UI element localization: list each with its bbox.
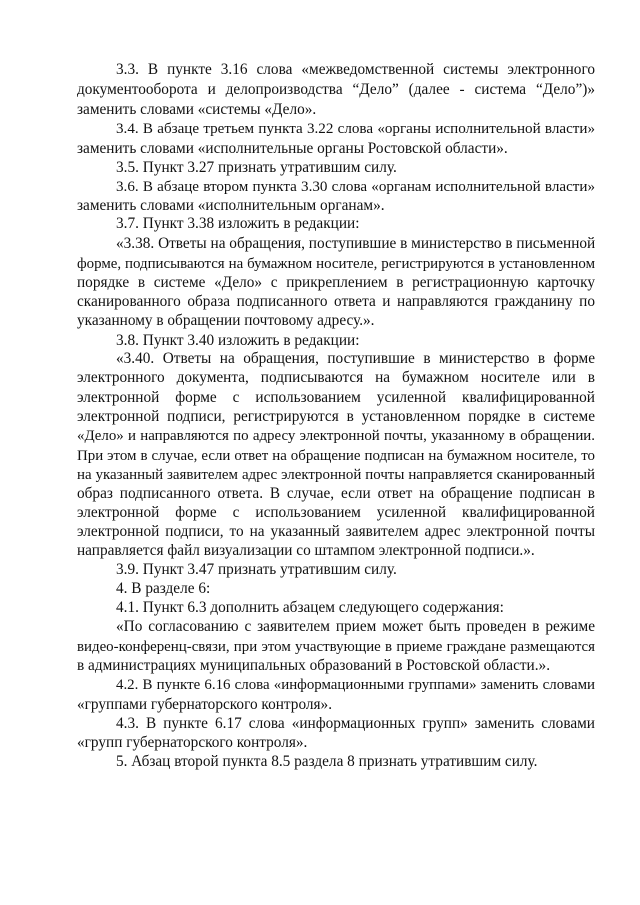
- text-line: заменить словами «исполнительным органам».: [77, 197, 385, 214]
- text-line: «групп губернаторского контроля».: [77, 734, 308, 751]
- text-line: 3.6. В абзаце втором пункта 3.30 слова «органам исполнительной власти»: [116, 179, 595, 195]
- text-line: порядке в системе «Дело» с прикреплением в регистрационную карточку: [77, 274, 595, 291]
- text-line: 4. В разделе 6:: [116, 580, 211, 597]
- text-line: на указанный заявителем адрес электронной почты направляется сканированный: [77, 467, 595, 483]
- text-line: заменить словами «исполнительные органы Ростовской области».: [77, 140, 508, 157]
- text-line: 4.2. В пункте 6.16 слова «информационными группами» заменить словами: [116, 677, 595, 693]
- text-line: «По согласованию с заявителем прием может быть проведен в режиме: [116, 618, 595, 635]
- text-line: «Дело» и направляются по адресу электронной почты, указанному в обращении.: [77, 428, 595, 444]
- text-line: 4.3. В пункте 6.17 слова «информационных групп» заменить словами: [116, 715, 595, 732]
- text-line: 3.3. В пункте 3.16 слова «межведомственной системы электронного: [116, 61, 595, 78]
- text-line: 3.8. Пункт 3.40 изложить в редакции:: [116, 332, 360, 349]
- text-line: При этом в случае, если ответ на обращение подписан на бумажном носителе, то: [77, 448, 595, 464]
- text-line: 3.5. Пункт 3.27 признать утратившим силу.: [116, 159, 397, 176]
- text-line: электронной форме с использованием усиленной квалифицированной: [77, 389, 595, 406]
- text-line: 5. Абзац второй пункта 8.5 раздела 8 признать утратившим силу.: [116, 753, 538, 770]
- text-line: указанному в обращении почтовому адресу.».: [77, 312, 375, 329]
- text-line: заменить словами «системы «Дело».: [77, 101, 317, 118]
- text-line: электронной подписи, то на указанный заявителем адрес электронной почты: [77, 523, 595, 540]
- text-line: электронного документа, подписываются на бумажном носителе или в: [77, 369, 595, 386]
- text-line: направляется файл визуализации со штампом электронной подписи.».: [77, 542, 535, 559]
- text-line: видео-конференц-связи, при этом участвующие в приеме граждане размещаются: [77, 639, 595, 655]
- text-line: в администрациях муниципальных образований в Ростовской области.».: [77, 657, 551, 674]
- text-line: «3.40. Ответы на обращения, поступившие в министерство в форме: [116, 350, 595, 367]
- text-line: электронной форме с использованием усиленной квалифицированной: [77, 504, 595, 521]
- text-line: электронной подписи, регистрируются в установленном порядке в системе: [77, 408, 595, 425]
- text-line: документооборота и делопроизводства “Дело” (далее - система “Дело”)»: [77, 81, 595, 98]
- text-line: 4.1. Пункт 6.3 дополнить абзацем следующего содержания:: [116, 599, 504, 616]
- text-line: 3.7. Пункт 3.38 изложить в редакции:: [116, 215, 360, 232]
- text-line: сканированного образа подписанного ответа и направляются гражданину по: [77, 293, 595, 310]
- text-line: «группами губернаторского контроля».: [77, 696, 333, 713]
- text-line: 3.4. В абзаце третьем пункта 3.22 слова «органы исполнительной власти»: [116, 121, 595, 137]
- text-line: 3.9. Пункт 3.47 признать утратившим силу.: [116, 561, 397, 578]
- text-line: форме, подписываются на бумажном носителе, регистрируются в установленном: [77, 256, 595, 272]
- text-line: образ подписанного ответа. В случае, если ответ на обращение подписан в: [77, 485, 595, 502]
- text-line: «3.38. Ответы на обращения, поступившие в министерство в письменной: [116, 235, 596, 252]
